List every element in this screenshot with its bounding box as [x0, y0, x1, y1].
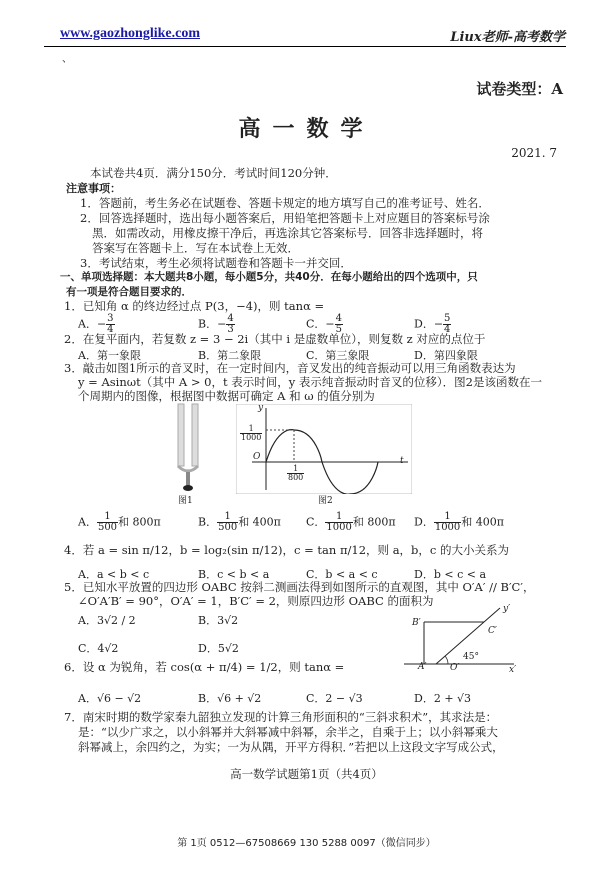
paper-date: 2021. 7	[511, 146, 557, 160]
q4-option-a[interactable]: A．a < b < c	[78, 568, 150, 581]
label-b: B′	[412, 618, 421, 628]
q7-stem-line: 斜幂减上，余四约之，为实；一为从隅，开平方得积．”若把以上这段文字写成公式，	[78, 740, 504, 754]
q5-option-a[interactable]: A．3√2 / 2	[78, 614, 136, 627]
fork-prong-left	[178, 404, 184, 466]
notice-item: 答案写在答题卡上．写在本试卷上无效．	[92, 241, 299, 255]
q4-stem: 4．若 a = sin π/12，b = log₂(sin π/12)，c = tan π/12，则 a，b，c 的大小关系为	[64, 543, 510, 557]
figure2-caption: 图2	[318, 496, 333, 506]
q6-option-a[interactable]: A．√6 − √2	[78, 692, 142, 705]
q5-stem-line: 5．已知水平放置的四边形 OABC 按斜二测画法得到如图所示的直观图，其中 O′A′ // B′C′，	[64, 580, 535, 594]
notice-item: 2．回答选择题时，选出每小题答案后，用铅笔把答题卡上对应题目的答案标号涂	[80, 211, 490, 225]
q2-option-d[interactable]: D．第四象限	[414, 349, 478, 362]
label-x: x′	[509, 665, 517, 675]
q5-stem-line: ∠O′A′B′ = 90°，O′A′ = 1，B′C′ = 2，则原四边形 OABC 的面积为	[78, 594, 434, 608]
fork-prong-right	[192, 404, 198, 466]
q3-option-b[interactable]: B． $\frac{1}{500}$ 和 400π	[198, 511, 281, 533]
q5-option-b[interactable]: B．3√2	[198, 614, 239, 627]
label-angle: 45°	[463, 652, 479, 662]
sine-graph-figure	[236, 404, 412, 494]
q6-option-b[interactable]: B．√6 + √2	[198, 692, 262, 705]
label-c: C′	[488, 626, 497, 636]
q3-stem-line: y = Asinωt（其中 A > 0，t 表示时间，y 表示纯音振动时音叉的位移）．图2是该函数在一	[78, 375, 542, 389]
contact-footer: 第 1页 0512—67508669 130 5288 0097（微信同步）	[177, 838, 436, 849]
fork-handle	[183, 485, 193, 491]
section-heading: 一、单项选择题：本大题共8小题，每小题5分，共40分．在每小题给出的四个选项中，只	[60, 271, 478, 283]
stray-mark: 、	[62, 54, 72, 65]
q3-option-c[interactable]: C． $\frac{1}{1000}$ 和 800π	[306, 511, 396, 533]
q4-option-b[interactable]: B．c < b < a	[198, 568, 270, 581]
tuning-fork-figure	[160, 402, 216, 502]
graph-max-label: $\frac{1}{1000}$	[241, 424, 262, 442]
q3-option-a[interactable]: A． $\frac{1}{500}$ 和 800π	[78, 511, 161, 533]
q3-option-d[interactable]: D． $\frac{1}{1000}$ 和 400π	[414, 511, 505, 533]
notice-heading: 注意事项：	[66, 182, 121, 195]
graph-origin: O	[253, 452, 261, 462]
q2-option-c[interactable]: C．第三象限	[306, 349, 370, 362]
graph-tick-label: $\frac{1}{800}$	[288, 464, 304, 482]
page-footer: 高一数学试题第1页（共4页）	[230, 767, 383, 781]
section-heading-cont: 有一项是符合题目要求的．	[66, 286, 192, 298]
header-brand: Liux老师-高考数学	[450, 30, 565, 45]
q1-stem: 1．已知角 α 的终边经过点 P(3，−4)，则 tanα =	[64, 299, 325, 313]
label-y: y′	[503, 604, 511, 614]
header-divider	[44, 46, 566, 47]
q7-stem-line: 是：“以少广求之，以小斜幂并大斜幂减中斜幂，余半之，自乘于上；以小斜幂乘大	[78, 725, 498, 739]
fork-stem	[186, 472, 190, 486]
q4-option-d[interactable]: D．b < c < a	[414, 568, 486, 581]
paper-type: 试卷类型：A	[476, 80, 563, 98]
q2-stem: 2．在复平面内，若复数 z = 3 − 2i（其中 i 是虚数单位），则复数 z 对应的点位于	[64, 332, 486, 346]
paper-intro: 本试卷共4页．满分150分．考试时间120分钟．	[90, 166, 337, 180]
angle-arc	[445, 656, 448, 664]
q4-option-c[interactable]: C．b < a < c	[306, 568, 378, 581]
q5-option-d[interactable]: D．5√2	[198, 642, 239, 655]
graph-frame	[236, 404, 412, 494]
q6-option-c[interactable]: C．2 − √3	[306, 692, 363, 705]
q6-stem: 6．设 α 为锐角，若 cos(α + π/4) = 1/2，则 tanα =	[64, 660, 345, 674]
label-a: A′	[418, 662, 427, 672]
fork-base	[178, 466, 198, 471]
graph-t-label: t	[400, 456, 404, 466]
q3-stem-line: 3．敲击如图1所示的音叉时，在一定时间内，音叉发出的纯音振动可以用三角函数表达为	[64, 361, 516, 375]
label-o: O′	[450, 663, 460, 673]
page-title: 高一数学	[238, 116, 375, 142]
q1-option-b[interactable]: B．− $\frac{4}{3}$	[198, 313, 234, 335]
notice-item: 黑．如需改动，用橡皮擦干净后，再选涂其它答案标号．回答非选择题时，将	[92, 226, 483, 240]
figure1-caption: 图1	[178, 496, 193, 506]
graph-y-label: y	[258, 403, 264, 413]
q1-option-c[interactable]: C．− $\frac{4}{5}$	[306, 313, 343, 335]
q5-option-c[interactable]: C．4√2	[78, 642, 119, 655]
header-url[interactable]: www.gaozhonglike.com	[60, 26, 200, 41]
q6-option-d[interactable]: D．2 + √3	[414, 692, 472, 705]
q3-stem-line: 个周期内的图像，根据图中数据可确定 A 和 ω 的值分别为	[78, 389, 375, 403]
notice-item: 1．答题前，考生务必在试题卷、答题卡规定的地方填写自己的准考证号、姓名．	[80, 196, 490, 210]
q1-option-d[interactable]: D．− $\frac{5}{4}$	[414, 313, 451, 335]
q1-option-a[interactable]: A．− $\frac{3}{4}$	[78, 313, 114, 335]
q2-option-b[interactable]: B．第二象限	[198, 349, 262, 362]
q2-option-a[interactable]: A．第一象限	[78, 349, 141, 362]
notice-item: 3．考试结束，考生必须将试题卷和答题卡一并交回．	[80, 256, 352, 270]
q7-stem-line: 7．南宋时期的数学家秦九韶独立发现的计算三角形面积的“三斜求积术”，其求法是：	[64, 710, 498, 724]
